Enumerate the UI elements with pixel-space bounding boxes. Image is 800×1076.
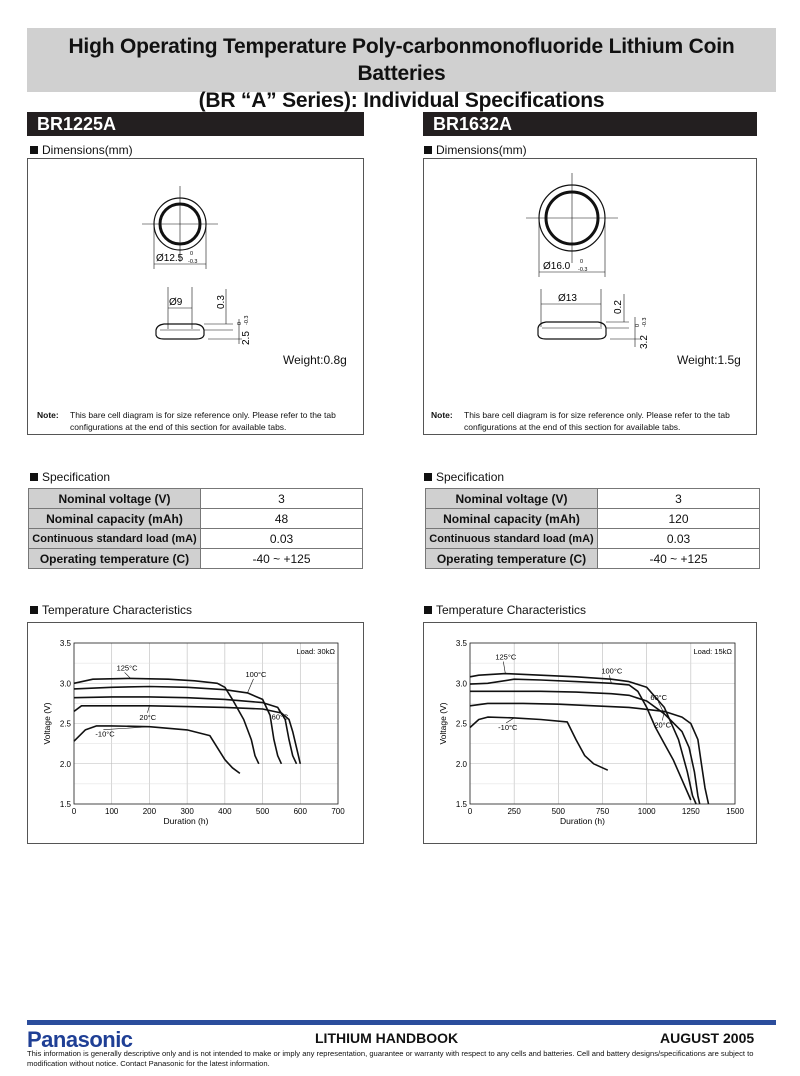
y-axis-label: Voltage (V) [438,702,448,745]
spec-key: Nominal capacity (mAh) [426,509,598,529]
spec-key: Nominal capacity (mAh) [29,509,201,529]
dimension-drawing [424,159,756,434]
series-label: 100°C [245,669,267,679]
series-label-leader [503,662,505,674]
x-tick-label: 1250 [681,807,700,816]
bullet-square-icon [424,146,432,154]
height-tol-bottom: -0.3 [244,315,250,325]
spec-value: -40 ~ +125 [598,549,760,569]
x-tick-label: 300 [180,807,194,816]
series-label: 20°C [654,720,672,730]
x-tick-label: 250 [507,807,521,816]
terminal-offset-label: 0.3 [216,295,227,309]
disclaimer-text: This information is generally descriptive only and is not intended to make or imply any representation, guarantee or warranty with respect to any cells and batteries. Cell and battery designs/specifications are subject to modification without notice. Contact Panasonic for the latest information. [27,1049,754,1068]
x-tick-label: 400 [218,807,232,816]
spec-value: 0.03 [201,529,363,549]
bullet-square-icon [30,146,38,154]
note-text: This bare cell diagram is for size reference only. Please refer to the tab configurations at the end of this section for available tabs. [70,410,336,432]
y-tick-label: 2.0 [455,759,467,769]
x-tick-label: 750 [595,807,610,816]
weight-label: Weight:1.5g [677,353,741,367]
bullet-square-icon [30,473,38,481]
x-tick-label: 500 [551,807,566,816]
spec-key: Continuous standard load (mA) [29,529,201,549]
spec-key: Continuous standard load (mA) [426,529,598,549]
series-label-leader [247,679,253,693]
page-title [27,28,776,112]
table-row [29,509,363,529]
outer-tol-bottom: -0.3 [578,267,588,273]
table-row [426,529,760,549]
series-label: 20°C [139,712,157,722]
outer-diameter-label: Ø16.0 [543,261,571,272]
spec-table-br1632a [425,488,760,569]
note-label: Note: [37,410,59,420]
x-tick-label: 0 [467,807,473,816]
height-tol-top: 0 [237,321,243,325]
table-row [426,489,760,509]
temperature-label: Temperature Characteristics [424,603,586,617]
series-label: 100°C [601,666,623,676]
y-tick-label: 3.0 [455,679,467,689]
height-tol-top: 0 [635,323,641,327]
series-label: 125°C [116,663,138,673]
title-line-1: High Operating Temperature Poly-carbonmonofluoride Lithium Coin Batteries [68,35,735,85]
dimensions-label: Dimensions(mm) [424,143,527,157]
table-row [29,489,363,509]
temperature-label: Temperature Characteristics [30,603,192,617]
x-tick-label: 700 [331,807,345,816]
x-tick-label: 1500 [726,807,744,816]
note-label: Note: [431,410,453,420]
spec-key: Nominal voltage (V) [426,489,598,509]
spec-key: Nominal voltage (V) [29,489,201,509]
height-tol-bottom: -0.3 [642,317,648,327]
spec-value: 3 [201,489,363,509]
dimension-drawing [28,159,363,434]
y-tick-label: 1.5 [59,800,71,809]
specification-label: Specification [30,470,110,484]
spec-value: 0.03 [598,529,760,549]
spec-value: 120 [598,509,760,529]
outer-tol-top: 0 [190,251,194,257]
x-tick-label: 500 [255,807,270,816]
series-label: -10°C [498,722,518,732]
publication-date: AUGUST 2005 [660,1030,755,1046]
height-label: 2.5 [241,331,252,345]
y-tick-label: 2.5 [59,719,71,729]
y-tick-label: 3.5 [59,639,71,648]
temperature-chart-br1632a [423,622,757,844]
chart-svg [28,623,363,843]
y-tick-label: 2.5 [455,719,467,729]
x-axis-label: Duration (h) [163,816,209,826]
inner-diameter-label: Ø9 [169,297,183,308]
y-tick-label: 2.0 [59,759,71,769]
load-annotation: Load: 30kΩ [296,647,335,656]
handbook-title: LITHIUM HANDBOOK [315,1030,459,1046]
x-axis-label: Duration (h) [560,816,605,826]
series-label: 60°C [271,712,289,722]
cell-side-profile [156,324,204,339]
dimension-diagram-box [423,158,757,435]
model-header-br1225a: BR1225A [27,112,364,136]
bullet-square-icon [424,473,432,481]
series-label: 60°C [650,692,668,702]
x-tick-label: 600 [293,807,307,816]
outer-diameter-label: Ø12.5 [156,253,184,264]
weight-label: Weight:0.8g [283,353,347,367]
bullet-square-icon [424,606,432,614]
series-label-leader [125,672,131,678]
y-tick-label: 1.5 [455,800,467,809]
table-row [426,509,760,529]
terminal-offset-label: 0.2 [613,300,624,314]
bullet-square-icon [30,606,38,614]
spec-value: 3 [598,489,760,509]
dimension-diagram-box [27,158,364,435]
title-line-2: (BR “A” Series): Individual Specifications [198,89,605,112]
specification-label: Specification [424,470,504,484]
temperature-chart-br1225a [27,622,364,844]
x-tick-label: 100 [105,807,119,816]
model-header-br1632a: BR1632A [423,112,757,136]
series-label: 125°C [495,652,517,662]
y-tick-label: 3.0 [59,679,71,689]
x-tick-label: 1000 [637,807,656,816]
x-tick-label: 0 [71,807,77,816]
x-tick-label: 200 [142,807,157,816]
spec-key: Operating temperature (C) [29,549,201,569]
spec-table-br1225a [28,488,363,569]
chart-svg [424,623,756,843]
inner-diameter-label: Ø13 [558,293,577,304]
table-row [29,529,363,549]
table-row [29,549,363,569]
dimensions-label: Dimensions(mm) [30,143,133,157]
panasonic-logo: Panasonic [27,1027,133,1052]
note-text: This bare cell diagram is for size reference only. Please refer to the tab configurations at the end of this section for available tabs. [464,410,730,432]
cell-side-profile [538,322,606,339]
footer-divider [27,1020,776,1025]
spec-value: -40 ~ +125 [201,549,363,569]
y-axis-label: Voltage (V) [42,702,52,745]
outer-tol-bottom: -0.3 [188,259,198,265]
y-tick-label: 3.5 [455,639,467,648]
diagram-note [37,409,357,433]
diagram-note [431,409,753,433]
series-label: -10°C [95,729,115,739]
spec-key: Operating temperature (C) [426,549,598,569]
load-annotation: Load: 15kΩ [693,647,732,656]
height-label: 3.2 [639,335,650,349]
series-line-20C [470,703,709,804]
table-row [426,549,760,569]
outer-tol-top: 0 [580,259,584,265]
spec-value: 48 [201,509,363,529]
